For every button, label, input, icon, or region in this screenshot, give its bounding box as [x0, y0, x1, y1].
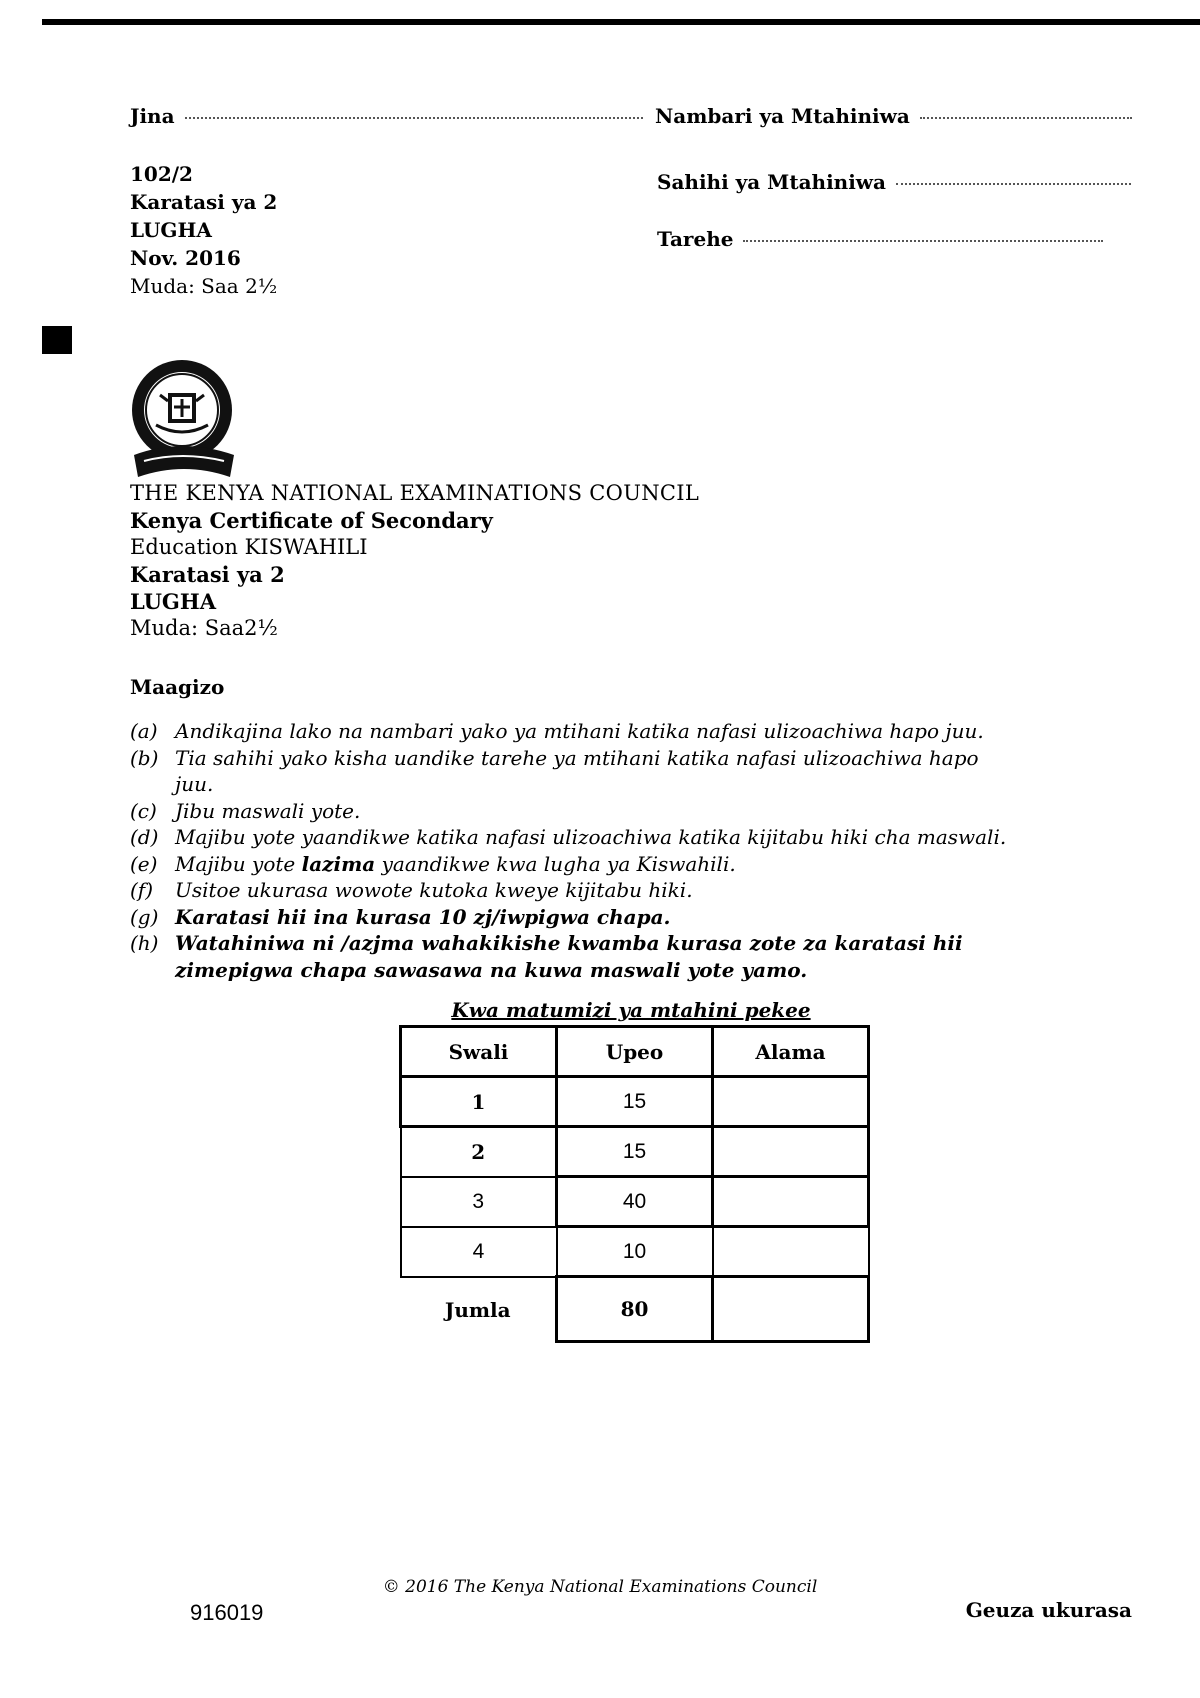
upeo-cell: 40 [557, 1177, 713, 1227]
certificate-line-1: Kenya Certificate of Secondary [130, 508, 493, 533]
swali-cell: 2 [401, 1127, 557, 1177]
paper-subject: LUGHA [130, 218, 212, 242]
signature-field[interactable] [657, 170, 1131, 194]
table-row [401, 1077, 869, 1127]
exam-title-block [130, 480, 699, 642]
swali-cell: 4 [401, 1227, 557, 1277]
top-rule [42, 19, 1200, 25]
council-name: THE KENYA NATIONAL EXAMINATIONS COUNCIL [130, 481, 700, 505]
title-paper: Karatasi ya 2 [130, 562, 285, 587]
title-subject: LUGHA [130, 589, 216, 614]
table-row [401, 1227, 869, 1277]
header-swali: Swali [401, 1027, 557, 1077]
name-field[interactable] [130, 104, 643, 128]
list-item: (f) Usitoe ukurasa wowote kutoka kweye kijitabu hiki. [130, 878, 693, 902]
name-label: Jina [130, 104, 175, 128]
document-code: 916019 [190, 1600, 264, 1625]
emphasis-lazima: lazima [301, 851, 376, 876]
copyright-notice: © 2016 The Kenya National Examinations Council [382, 1577, 818, 1597]
date-line[interactable] [743, 240, 1103, 242]
paper-time: Muda: Saa 2½ [130, 274, 278, 298]
alama-cell[interactable] [713, 1177, 869, 1227]
upeo-cell: 15 [557, 1077, 713, 1127]
score-table [399, 1025, 870, 1343]
list-item: (e) Majibu yote lazima yaandikwe kwa lugha ya Kiswahili. [130, 851, 736, 876]
signature-label: Sahihi ya Mtahiniwa [657, 170, 886, 194]
index-number-line[interactable] [920, 117, 1132, 119]
list-item: (c) Jibu maswali yote. [130, 798, 361, 823]
alama-cell[interactable] [713, 1077, 869, 1127]
header-alama: Alama [713, 1027, 869, 1077]
total-value: 80 [557, 1277, 713, 1342]
paper-number: Karatasi ya 2 [130, 190, 278, 214]
table-row [401, 1177, 869, 1227]
upeo-cell: 15 [557, 1127, 713, 1177]
total-alama-cell[interactable] [713, 1277, 869, 1342]
turn-page-note: Geuza ukurasa [965, 1598, 1132, 1622]
title-time: Muda: Saa2½ [130, 616, 278, 640]
list-item: (d) Majibu yote yaandikwe katika nafasi ulizoachiwa katika kijitabu hiki cha maswali. [130, 825, 1007, 849]
paper-code: 102/2 [130, 162, 193, 186]
table-row [401, 1127, 869, 1177]
index-number-field[interactable] [655, 104, 1132, 128]
certificate-line-2: Education KISWAHILI [130, 535, 368, 559]
list-item: (h) Watahiniwa ni /azjma wahakikishe kwamba kurasa zote za karatasi hii zimepigwa chapa sawasawa na kuwa maswali yote yamo. [130, 931, 963, 982]
total-label: Jumla [444, 1297, 511, 1322]
swali-cell: 1 [401, 1077, 557, 1127]
table-total-row [401, 1277, 869, 1342]
header-upeo: Upeo [557, 1027, 713, 1077]
instructions-list [130, 718, 1010, 983]
table-header-row [401, 1027, 869, 1077]
date-label: Tarehe [657, 227, 734, 251]
list-item: (a) Andikajina lako na nambari yako ya mtihani katika nafasi ulizoachiwa hapo juu. [130, 719, 984, 743]
swali-cell: 3 [401, 1177, 557, 1227]
alama-cell[interactable] [713, 1227, 869, 1277]
alama-cell[interactable] [713, 1127, 869, 1177]
instructions-heading: Maagizo [130, 675, 225, 699]
registration-mark [42, 326, 72, 354]
paper-header [130, 160, 277, 300]
paper-session: Nov. 2016 [130, 246, 241, 270]
knec-crest-icon [130, 355, 238, 480]
index-number-label: Nambari ya Mtahiniwa [655, 104, 910, 128]
upeo-cell: 10 [557, 1227, 713, 1277]
name-line[interactable] [185, 117, 643, 119]
date-field[interactable] [657, 227, 1103, 251]
list-item: (g) Karatasi hii ina kurasa 10 zj/iwpigwa chapa. [130, 904, 671, 929]
list-item: (b) Tia sahihi yako kisha uandike tarehe ya mtihani katika nafasi ulizoachiwa hapo juu. [130, 745, 979, 796]
signature-line[interactable] [896, 183, 1131, 185]
table-caption: Kwa matumizi ya mtahini pekee [451, 998, 811, 1022]
